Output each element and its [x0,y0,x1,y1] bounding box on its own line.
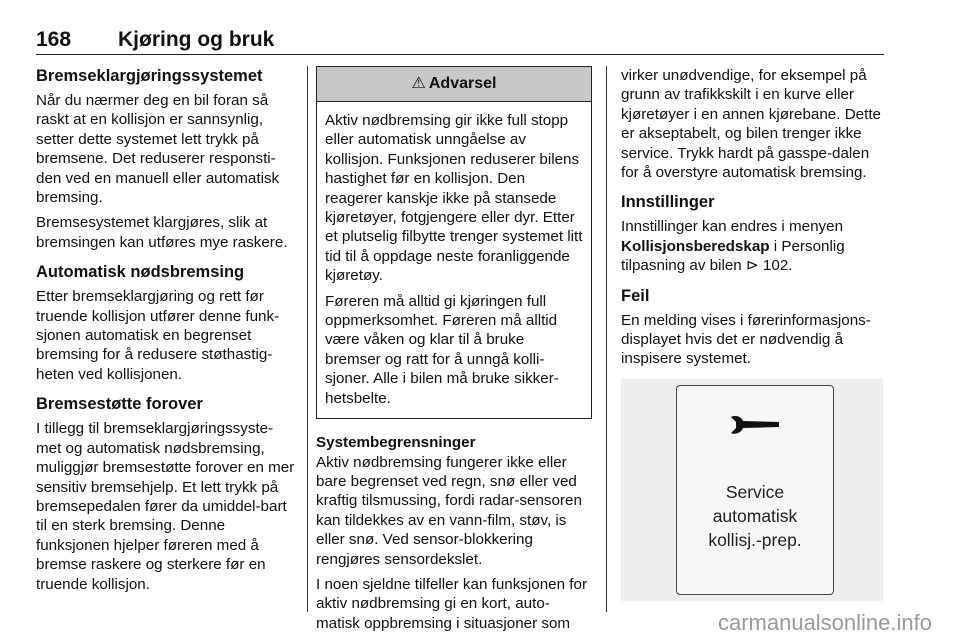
display-screen [676,385,834,595]
heading-brake-assist: Bremsestøtte forover [36,395,203,414]
warning-icon: ⚠ [411,75,426,92]
display-line-3: kollisj.-prep. [708,529,802,550]
heading-error: Feil [621,286,650,305]
warning-box [316,66,592,419]
column-left [36,66,298,600]
display-line-1: Service [725,481,785,502]
heading-auto-emergency: Automatisk nødsbremsing [36,263,245,282]
wrench-icon [729,414,781,436]
paragraph-continued: virker unødvendige, for eksempel på grunn av trafikkskilt i en kurve eller kjøretøyer i en annen kjørebane. Dette er akseptabelt, og bilen trenger ikke service. Trykk hardt på gasspe-dalen for å overstyre automatisk bremsing. [621,67,881,182]
heading-brake-prep: Bremseklargjøringssystemet [36,67,263,85]
settings-text-1: Innstillinger kan endres i menyen [621,218,844,236]
column-right [621,66,885,601]
watermark: carmanualsonline.info [717,610,932,635]
warning-body [317,102,591,418]
column-middle [316,66,592,639]
warning-paragraph-1: Aktiv nødbremsing gir ikke full stopp eller automatisk unngåelse av kollisjon. Funksjonen reduserer bilens hastighet før en kollisjon. Den reagerer kanskje ikke på stansede kjøretøyer, fotgjengere eller dyr. Etter et plutselig filbytte trenger systemet litt tid til å oppdage neste foranliggende kjøretøy. [325,112,583,285]
paragraph-brake-system: Bremsesystemet klargjøres, slik at bremsingen kan utføres mye raskere. [36,214,288,251]
warning-header [317,67,591,102]
paragraph-auto-emergency: Etter bremseklargjøring og rett før truende kollisjon utfører denne funk-sjonen automatisk en begrenset bremsing for å redusere støthastig-heten ved kollisjonen. [36,288,280,383]
paragraph-error: En melding vises i førerinformasjons-displayet hvis det er nødvendig å inspisere systemet. [621,311,871,368]
column-divider-2 [606,66,607,612]
driver-info-display-image [621,379,883,601]
page-reference: 102. [758,257,793,275]
page-number: 168 [36,28,72,51]
page-header [36,26,884,55]
settings-text-2: i Personlig tilpasning av bilen [621,237,845,275]
paragraph-brake-assist: I tillegg til bremseklargjøringssyste-met og automatisk nødsbremsing, muliggjør bremsestøtte forover en mer sensitiv bremsehjelp. Et lett trykk på bremsepedalen fører da umiddel-bart til en sterk bremsing. Denne funksjonen hjelper føreren med å bremse raskere og sterkere før en truende kollisjon. [36,420,295,593]
heading-limitations: Systembegrensninger [316,434,476,452]
page-reference-icon: ⊳ [745,257,759,275]
display-line-2: automatisk [712,505,798,526]
heading-settings: Innstillinger [621,193,715,212]
warning-paragraph-2: Føreren må alltid gi kjøringen full oppmerksomhet. Føreren må alltid være våken og klar til å bruke bremser og ratt for å unngå kolli-sjoner. Alle i bilen må bruke sikker-hetsbelte. [325,292,559,407]
warning-title: Advarsel [428,75,497,92]
paragraph-settings [621,217,885,275]
column-divider-1 [307,66,308,612]
chapter-title: Kjøring og bruk [118,28,275,51]
paragraph-limitations: Aktiv nødbremsing fungerer ikke eller bare begrenset ved regn, snø eller ved kraftig tilsmussing, fordi radar-sensoren kan tildekkes av en vann-film, støv, is eller snø. Ved sensor-blokkering rengjøres sensordekslet. [316,453,582,568]
settings-menu-name: Kollisjonsberedskap [621,237,770,255]
paragraph-brake-prep: Når du nærmer deg en bil foran så raskt at en kollisjon er sannsynlig, setter dette systemet lett trykk på bremsene. Det reduserer responsti-den ved en manuell eller automatisk bremsing. [36,92,280,207]
display-message [677,480,833,552]
paragraph-rare-cases: I noen sjeldne tilfeller kan funksjonen for aktiv nødbremsing gi en kort, auto-matisk oppbremsing i situasjoner som [316,575,588,632]
